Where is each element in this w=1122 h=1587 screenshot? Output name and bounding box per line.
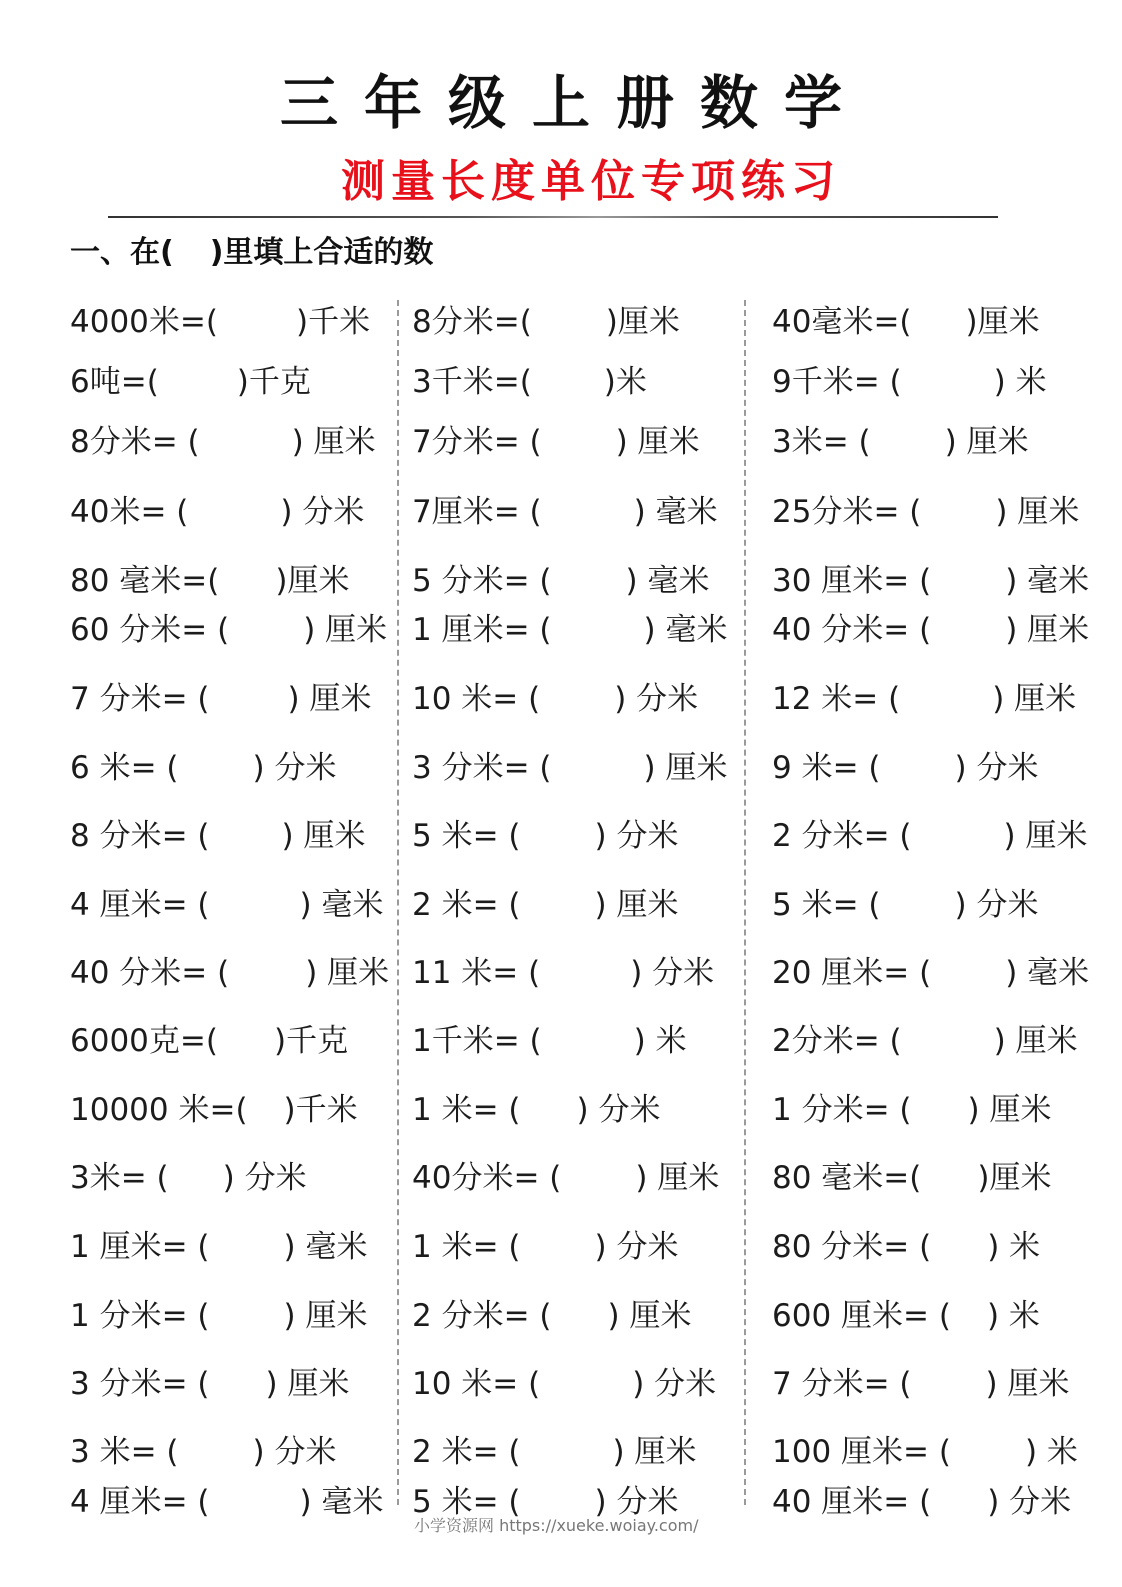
conversion-given: 12 米= (	[772, 681, 901, 717]
conversion-given: 11 米= (	[412, 955, 541, 991]
conversion-item-left	[70, 302, 370, 342]
conversion-item-left	[70, 362, 311, 402]
conversion-item-middle	[412, 1227, 678, 1267]
conversion-target-unit: ) 毫米	[633, 494, 718, 530]
conversion-item-middle	[412, 561, 709, 601]
conversion-item-left	[70, 1090, 358, 1130]
conversion-target-unit: ) 分米	[252, 1434, 337, 1470]
conversion-target-unit: )千克	[273, 1023, 349, 1059]
conversion-given: 4 厘米= (	[70, 1484, 210, 1520]
conversion-target-unit: ) 毫米	[643, 612, 728, 648]
conversion-item-right	[772, 1158, 1051, 1198]
conversion-item-right	[772, 1090, 1051, 1130]
conversion-target-unit: ) 毫米	[299, 1484, 384, 1520]
conversion-given: 3 米= (	[70, 1434, 179, 1470]
conversion-target-unit: ) 厘米	[281, 818, 366, 854]
conversion-given: 8分米=(	[412, 304, 532, 340]
conversion-item-right	[772, 885, 1038, 925]
conversion-given: 1 分米= (	[70, 1298, 210, 1334]
conversion-given: 3米= (	[772, 424, 871, 460]
conversion-item-middle	[412, 748, 727, 788]
conversion-target-unit: ) 厘米	[995, 494, 1080, 530]
conversion-given: 2分米= (	[772, 1023, 902, 1059]
conversion-item-middle	[412, 1021, 687, 1061]
conversion-target-unit: ) 分米	[954, 887, 1039, 923]
conversion-given: 3米= (	[70, 1160, 169, 1196]
conversion-item-middle	[412, 492, 718, 532]
conversion-given: 40毫米=(	[772, 304, 912, 340]
conversion-target-unit: ) 米	[993, 364, 1047, 400]
conversion-given: 5 米= (	[772, 887, 881, 923]
section-heading-prefix: 一、在(	[70, 235, 174, 270]
column-divider	[744, 300, 746, 1505]
conversion-target-unit: ) 分米	[987, 1484, 1072, 1520]
conversion-given: 20 厘米= (	[772, 955, 932, 991]
conversion-given: 6吨=(	[70, 364, 159, 400]
conversion-target-unit: ) 厘米	[635, 1160, 720, 1196]
conversion-target-unit: )千米	[295, 304, 371, 340]
conversion-given: 80 毫米=(	[70, 563, 220, 599]
header-divider	[108, 216, 998, 218]
conversion-given: 6000克=(	[70, 1023, 218, 1059]
conversion-given: 40分米= (	[412, 1160, 562, 1196]
conversion-given: 7 分米= (	[70, 681, 210, 717]
conversion-target-unit: )千克	[236, 364, 311, 400]
conversion-item-left	[70, 679, 371, 719]
conversion-given: 80 毫米=(	[772, 1160, 922, 1196]
conversion-item-right	[772, 1296, 1040, 1336]
conversion-item-left	[70, 748, 336, 788]
conversion-given: 1 米= (	[412, 1229, 521, 1265]
conversion-target-unit: ) 厘米	[305, 955, 390, 991]
conversion-target-unit: ) 毫米	[625, 563, 710, 599]
conversion-target-unit: )厘米	[605, 304, 680, 340]
conversion-item-right	[772, 302, 1040, 342]
conversion-target-unit: ) 毫米	[1005, 563, 1090, 599]
conversion-target-unit: ) 分米	[632, 1366, 717, 1402]
conversion-given: 8 分米= (	[70, 818, 210, 854]
conversion-target-unit: ) 分米	[252, 750, 337, 786]
conversion-target-unit: ) 厘米	[643, 750, 728, 786]
conversion-given: 10 米= (	[412, 681, 541, 717]
conversion-given: 40米= (	[70, 494, 189, 530]
conversion-target-unit: ) 厘米	[594, 887, 679, 923]
conversion-given: 80 分米= (	[772, 1229, 932, 1265]
conversion-item-right	[772, 1021, 1078, 1061]
conversion-target-unit: ) 厘米	[967, 1092, 1052, 1128]
conversion-item-right	[772, 679, 1076, 719]
conversion-given: 60 分米= (	[70, 612, 230, 648]
conversion-target-unit: ) 米	[633, 1023, 687, 1059]
conversion-item-middle	[412, 1432, 696, 1472]
conversion-item-left	[70, 561, 349, 601]
conversion-item-middle	[412, 610, 727, 650]
conversion-given: 600 厘米= (	[772, 1298, 951, 1334]
conversion-given: 3千米=(	[412, 364, 532, 400]
conversion-given: 4 厘米= (	[70, 887, 210, 923]
page-subtitle: 测量长度单位专项练习	[341, 156, 841, 207]
section-heading-suffix: )里填上合适的数	[209, 235, 434, 270]
conversion-target-unit: ) 米	[986, 1298, 1040, 1334]
conversion-given: 100 厘米= (	[772, 1434, 951, 1470]
conversion-item-left	[70, 422, 376, 462]
conversion-item-right	[772, 492, 1079, 532]
conversion-target-unit: ) 厘米	[291, 424, 376, 460]
conversion-target-unit: ) 厘米	[1005, 612, 1090, 648]
conversion-target-unit: ) 分米	[594, 818, 679, 854]
conversion-target-unit: ) 厘米	[303, 612, 388, 648]
conversion-item-left	[70, 885, 383, 925]
conversion-given: 1千米= (	[412, 1023, 542, 1059]
conversion-target-unit: ) 厘米	[287, 681, 372, 717]
conversion-target-unit: ) 厘米	[993, 1023, 1078, 1059]
conversion-target-unit: ) 厘米	[265, 1366, 350, 1402]
conversion-item-left	[70, 1482, 383, 1522]
conversion-item-right	[772, 362, 1047, 402]
conversion-item-right	[772, 953, 1089, 993]
conversion-given: 1 厘米= (	[412, 612, 552, 648]
conversion-given: 9千米= (	[772, 364, 902, 400]
conversion-given: 3 分米= (	[70, 1366, 210, 1402]
conversion-given: 40 分米= (	[772, 612, 932, 648]
page-title: 三年级上册数学	[279, 69, 868, 137]
conversion-target-unit: ) 分米	[594, 1229, 679, 1265]
footer-watermark: 小学资源网 https://xueke.woiay.com/	[414, 1516, 699, 1535]
conversion-item-middle	[412, 1158, 719, 1198]
conversion-given: 2 米= (	[412, 887, 521, 923]
conversion-given: 7厘米= (	[412, 494, 542, 530]
conversion-target-unit: ) 毫米	[299, 887, 384, 923]
conversion-target-unit: ) 米	[1024, 1434, 1078, 1470]
conversion-item-right	[772, 748, 1038, 788]
conversion-item-middle	[412, 1090, 660, 1130]
conversion-target-unit: ) 分米	[222, 1160, 307, 1196]
conversion-given: 30 厘米= (	[772, 563, 932, 599]
conversion-target-unit: ) 分米	[594, 1484, 679, 1520]
conversion-given: 7分米= (	[412, 424, 542, 460]
conversion-item-middle	[412, 953, 714, 993]
conversion-target-unit: )厘米	[275, 563, 350, 599]
conversion-item-left	[70, 816, 365, 856]
conversion-item-left	[70, 610, 387, 650]
conversion-given: 9 米= (	[772, 750, 881, 786]
conversion-item-middle	[412, 885, 678, 925]
conversion-target-unit: ) 厘米	[283, 1298, 368, 1334]
conversion-item-left	[70, 1021, 348, 1061]
conversion-given: 7 分米= (	[772, 1366, 912, 1402]
conversion-target-unit: ) 分米	[954, 750, 1039, 786]
conversion-target-unit: ) 毫米	[1005, 955, 1090, 991]
conversion-item-right	[772, 816, 1087, 856]
conversion-given: 5 米= (	[412, 1484, 521, 1520]
conversion-given: 40 分米= (	[70, 955, 230, 991]
conversion-given: 5 米= (	[412, 818, 521, 854]
conversion-item-middle	[412, 362, 647, 402]
column-divider	[397, 300, 399, 1505]
conversion-given: 1 厘米= (	[70, 1229, 210, 1265]
conversion-item-left	[70, 1432, 336, 1472]
conversion-given: 2 分米= (	[772, 818, 912, 854]
conversion-given: 1 米= (	[412, 1092, 521, 1128]
conversion-item-left	[70, 492, 364, 532]
conversion-item-middle	[412, 816, 678, 856]
conversion-item-left	[70, 1296, 367, 1336]
conversion-given: 5 分米= (	[412, 563, 552, 599]
conversion-item-right	[772, 1364, 1069, 1404]
conversion-given: 10000 米=(	[70, 1092, 248, 1128]
conversion-item-left	[70, 1158, 307, 1198]
conversion-target-unit: ) 厘米	[607, 1298, 692, 1334]
conversion-target-unit: ) 毫米	[283, 1229, 368, 1265]
conversion-target-unit: )千米	[283, 1092, 358, 1128]
conversion-given: 8分米= (	[70, 424, 200, 460]
conversion-item-right	[772, 422, 1029, 462]
conversion-target-unit: ) 厘米	[944, 424, 1029, 460]
section-heading	[70, 232, 433, 274]
conversion-given: 6 米= (	[70, 750, 179, 786]
conversion-item-right	[772, 1227, 1040, 1267]
conversion-target-unit: ) 厘米	[985, 1366, 1070, 1402]
conversion-target-unit: ) 分米	[630, 955, 715, 991]
conversion-item-middle	[412, 1296, 691, 1336]
conversion-item-right	[772, 1432, 1078, 1472]
conversion-given: 4000米=(	[70, 304, 218, 340]
conversion-given: 2 分米= (	[412, 1298, 552, 1334]
conversion-given: 2 米= (	[412, 1434, 521, 1470]
conversion-target-unit: ) 厘米	[615, 424, 700, 460]
conversion-target-unit: ) 米	[987, 1229, 1041, 1265]
conversion-item-middle	[412, 1364, 716, 1404]
conversion-target-unit: ) 分米	[614, 681, 699, 717]
conversion-item-right	[772, 561, 1089, 601]
conversion-given: 3 分米= (	[412, 750, 552, 786]
conversion-given: 10 米= (	[412, 1366, 541, 1402]
conversion-target-unit: ) 分米	[280, 494, 365, 530]
conversion-target-unit: )米	[603, 364, 647, 400]
conversion-item-middle	[412, 422, 700, 462]
conversion-given: 1 分米= (	[772, 1092, 912, 1128]
conversion-target-unit: ) 厘米	[612, 1434, 697, 1470]
conversion-item-left	[70, 953, 389, 993]
conversion-target-unit: ) 厘米	[1003, 818, 1088, 854]
conversion-item-right	[772, 1482, 1071, 1522]
conversion-item-left	[70, 1364, 349, 1404]
conversion-target-unit: ) 分米	[576, 1092, 661, 1128]
conversion-target-unit: )厘米	[977, 1160, 1052, 1196]
conversion-target-unit: )厘米	[965, 304, 1040, 340]
conversion-target-unit: ) 厘米	[992, 681, 1077, 717]
conversion-item-left	[70, 1227, 367, 1267]
conversion-item-right	[772, 610, 1089, 650]
conversion-item-middle	[412, 679, 698, 719]
conversion-given: 25分米= (	[772, 494, 922, 530]
conversion-given: 40 厘米= (	[772, 1484, 932, 1520]
conversion-item-middle	[412, 302, 680, 342]
